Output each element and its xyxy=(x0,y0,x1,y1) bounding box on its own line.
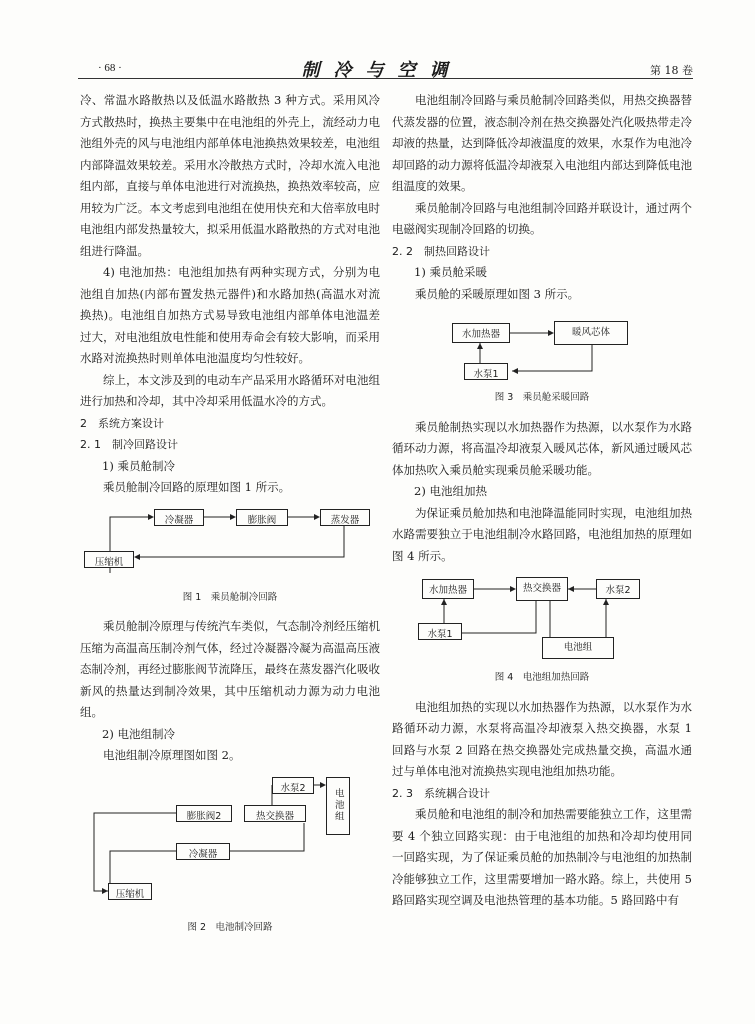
subsection-heading: 2. 1 制冷回路设计 xyxy=(80,438,178,451)
water-pump-2-box: 水泵2 xyxy=(596,579,640,599)
paragraph: 冷、常温水路散热以及低温水路散热 3 种方式。采用风冷方式散热时，换热主要集中在电池组的外壳上，流经动力电池组外壳的风与电池组内部单体电池换热效果较差，电池组内部降温效果较差。采用水冷散热方式时，冷却水流入电池组内部，直接与单体电池进行对流换热，换热效率较高，应用较为广泛。本文考虑到电池组在使用快充和大倍率放电时电池组内部发热量较大，拟采用低温水路散热的方式对电池组进行降温。 xyxy=(80,93,380,258)
battery-pack-box: 电池组 xyxy=(326,777,350,835)
figure-4-caption: 图 4 电池组加热回路 xyxy=(494,672,590,683)
paragraph: 乘员舱制冷回路的原理如图 1 所示。 xyxy=(103,480,291,494)
figure-3-lines xyxy=(392,311,692,383)
compressor-box: 压缩机 xyxy=(84,551,134,568)
water-pump-1-box: 水泵1 xyxy=(418,623,462,640)
paragraph: 电池组制冷回路与乘员舱制冷回路类似，用热交换器替代蒸发器的位置，液态制冷剂在热交换器处汽化吸热带走冷却液的热量，达到降低冷却液温度的效果，水泵作为电池冷却回路的动力源将低温冷却液泵入电池组内部达到降低电池组温度的效果。 xyxy=(392,93,692,193)
paragraph: 电池组加热的实现以水加热器作为热源，以水泵作为水路循环动力源，水泵将高温冷却液泵入热交换器，水泵 1 回路与水泵 2 回路在热交换器处完成热量交换，高温水通过与单体电池对流换热实现电池组加热功能。 xyxy=(392,699,692,778)
battery-pack-box: 电池组 xyxy=(542,637,614,659)
figure-4 xyxy=(392,573,692,663)
paragraph: 乘员舱制冷原理与传统汽车类似，气态制冷剂经压缩机压缩为高温高压制冷剂气体，经过冷凝器冷凝为高温高压液态制冷剂，再经过膨胀阀节流降压，最终在蒸发器汽化吸收新风的热量达到制冷效果，其中压缩机动力源为动力电池组。 xyxy=(80,619,380,719)
paragraph: 乘员舱的采暖原理如图 3 所示。 xyxy=(415,286,580,301)
figure-1-caption: 图 1 乘员舱制冷回路 xyxy=(182,591,278,603)
water-pump-1-box: 水泵1 xyxy=(464,363,508,380)
water-heater-box: 水加热器 xyxy=(422,579,474,599)
compressor-box: 压缩机 xyxy=(108,883,152,900)
paragraph: 综上，本文涉及到的电动车产品采用水路循环对电池组进行加热和冷却，其中冷却采用低温水冷的方式。 xyxy=(80,372,380,408)
item-heading: 2) 电池组制冷 xyxy=(102,726,175,741)
subsection-heading: 2. 2 制热回路设计 xyxy=(392,244,490,258)
paragraph: 为保证乘员舱加热和电池降温能同时实现，电池组加热水路需要独立于电池组制冷水路回路，电池组加热的原理如图 4 所示。 xyxy=(392,505,692,563)
item-heading: 2) 电池组加热 xyxy=(414,484,487,498)
section-heading: 2 系统方案设计 xyxy=(80,416,164,430)
figure-2 xyxy=(80,773,380,913)
subsection-heading: 2. 3 系统耦合设计 xyxy=(392,786,490,800)
paragraph: 4) 电池加热：电池组加热有两种实现方式，分别为电池组自加热(内部布置发热元器件)和水路加热(高温水对流换热)。电池组自加热方式易导致电池组内部单体电池温差过大，对电池组放电性能和使用寿命会有较大影响，而采用水路对流换热时则单体电池温度均匀性较好。 xyxy=(80,265,380,365)
heat-exchanger-box: 热交换器 xyxy=(516,577,568,601)
heat-exchanger-box: 热交换器 xyxy=(244,805,306,822)
evaporator-box: 蒸发器 xyxy=(320,509,370,526)
page-number: · 68 · xyxy=(98,62,122,74)
figure-3-caption: 图 3 乘员舱采暖回路 xyxy=(494,392,590,403)
item-heading: 1) 乘员舱制冷 xyxy=(102,458,175,473)
right-column xyxy=(392,90,692,912)
journal-title: 制冷与空调 xyxy=(301,60,462,81)
figure-2-caption: 图 2 电池制冷回路 xyxy=(187,921,273,933)
water-pump-2-box: 水泵2 xyxy=(272,777,314,794)
heater-core-box: 暖风芯体 xyxy=(554,321,628,345)
volume-label: 第 18 卷 xyxy=(650,64,693,77)
figure-1 xyxy=(80,505,380,583)
page-header xyxy=(70,44,693,81)
item-heading: 1) 乘员舱采暖 xyxy=(414,265,487,279)
expansion-valve-2-box: 膨胀阀2 xyxy=(176,805,232,822)
paragraph: 电池组制冷原理图如图 2。 xyxy=(103,748,241,762)
condenser-box: 冷凝器 xyxy=(154,509,204,526)
paragraph: 乘员舱制热实现以水加热器作为热源，以水泵作为水路循环动力源，将高温冷却液泵入暖风芯体，新风通过暖风芯体加热吹入乘员舱实现乘员舱采暖功能。 xyxy=(392,419,692,477)
left-column xyxy=(80,90,380,946)
header-rule xyxy=(78,78,693,79)
condenser-box: 冷凝器 xyxy=(176,843,230,860)
figure-3 xyxy=(392,311,692,383)
expansion-valve-box: 膨胀阀 xyxy=(236,509,288,526)
paragraph: 乘员舱制冷回路与电池组制冷回路并联设计，通过两个电磁阀实现制冷回路的切换。 xyxy=(392,200,692,236)
paragraph: 乘员舱和电池组的制冷和加热需要能独立工作，这里需要 4 个独立回路实现：由于电池组的加热和冷却均使用同一回路实现，为了保证乘员舱的加热制冷与电池组的加热制冷能够独立工作，这里需要增加一路水路。综上，共使用 5 路回路实现空调及电池热管理的基本功能。5 路回路中有 xyxy=(392,807,692,907)
water-heater-box: 水加热器 xyxy=(452,323,510,343)
